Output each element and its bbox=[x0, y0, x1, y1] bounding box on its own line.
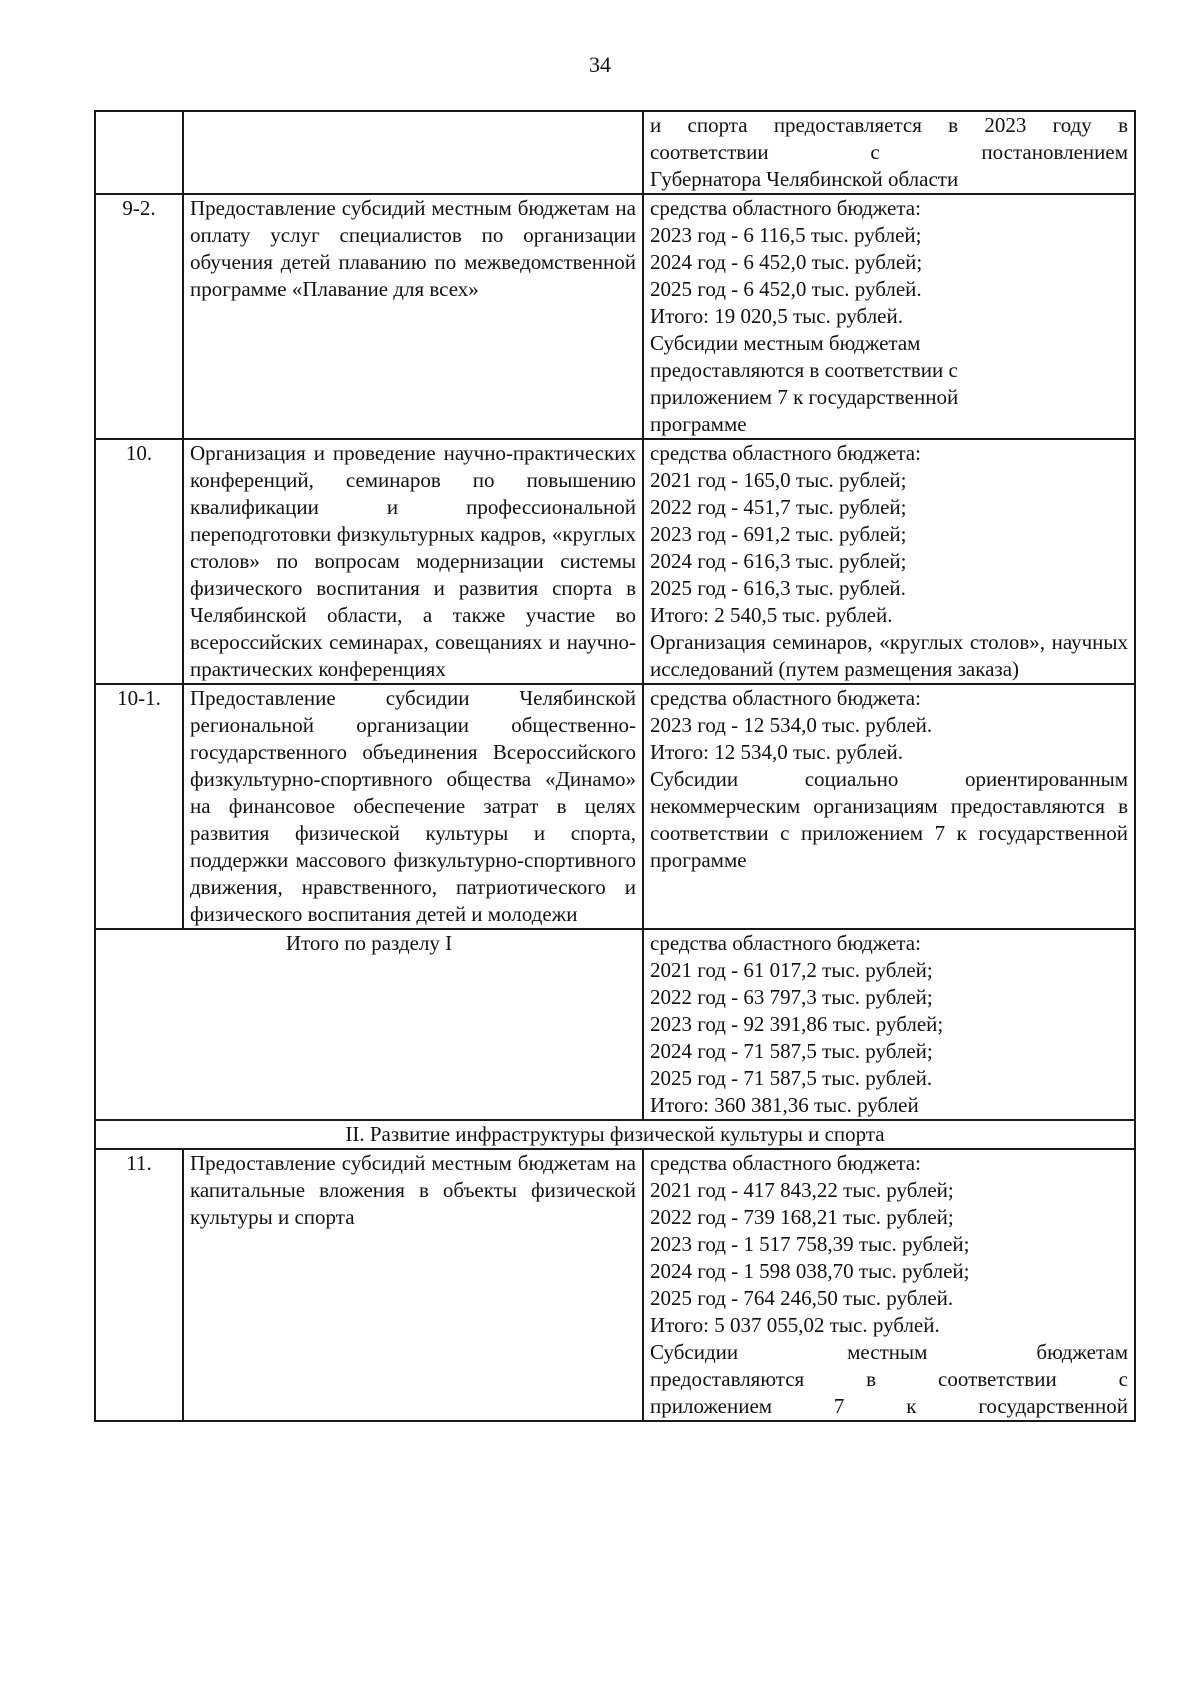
program-activities-table bbox=[94, 110, 1136, 1422]
fund-line: Итого: 2 540,5 тыс. рублей. bbox=[650, 603, 893, 627]
row-description bbox=[183, 111, 643, 194]
table-row bbox=[95, 194, 1135, 439]
row-number bbox=[95, 111, 183, 194]
table-row bbox=[95, 1149, 1135, 1421]
fund-line: 2022 год - 451,7 тыс. рублей; bbox=[650, 495, 907, 519]
row-number: 11. bbox=[95, 1149, 183, 1421]
fund-line: 2021 год - 61 017,2 тыс. рублей; bbox=[650, 958, 933, 982]
fund-line: предоставляются в соответствии с bbox=[650, 1367, 1128, 1391]
fund-line: 2022 год - 63 797,3 тыс. рублей; bbox=[650, 985, 933, 1009]
row-number: 9-2. bbox=[95, 194, 183, 439]
fund-line: 2024 год - 71 587,5 тыс. рублей; bbox=[650, 1039, 933, 1063]
fund-line: 2025 год - 71 587,5 тыс. рублей. bbox=[650, 1066, 933, 1090]
fund-line: Субсидии местным бюджетам bbox=[650, 331, 921, 355]
fund-line: 2025 год - 616,3 тыс. рублей. bbox=[650, 576, 906, 600]
fund-line: приложением 7 к государственной bbox=[650, 385, 959, 409]
fund-line: 2023 год - 691,2 тыс. рублей; bbox=[650, 522, 907, 546]
fund-line: Губернатора Челябинской области bbox=[650, 167, 959, 191]
fund-line: соответствии с постановлением bbox=[650, 140, 1128, 164]
fund-line: Итого: 19 020,5 тыс. рублей. bbox=[650, 304, 903, 328]
fund-line: 2021 год - 417 843,22 тыс. рублей; bbox=[650, 1178, 954, 1202]
row-funding bbox=[643, 1149, 1135, 1421]
fund-line: 2023 год - 92 391,86 тыс. рублей; bbox=[650, 1012, 944, 1036]
fund-line: приложением 7 к государственной bbox=[650, 1394, 1128, 1418]
fund-line: 2021 год - 165,0 тыс. рублей; bbox=[650, 468, 907, 492]
row-description: Организация и проведение научно-практических конференций, семинаров по повышению квалификации и профессиональной переподготовки физкультурных кадров, «круглых столов» по вопросам модернизации системы физического воспитания и развития спорта в Челябинской области, а также участие во всероссийских семинарах, совещаниях и научно-практических конференциях bbox=[183, 439, 643, 684]
fund-line: 2023 год - 12 534,0 тыс. рублей. bbox=[650, 713, 933, 737]
row-description: Предоставление субсидии Челябинской региональной организации общественно-государственного объединения Всероссийского физкультурно-спортивного общества «Динамо» на финансовое обеспечение затрат в целях развития физической культуры и спорта, поддержки массового физкультурно-спортивного движения, нравственного, патриотического и физического воспитания детей и молодежи bbox=[183, 684, 643, 929]
page-number: 34 bbox=[589, 52, 611, 77]
row-funding bbox=[643, 684, 1135, 929]
fund-note: Организация семинаров, «круглых столов», научных исследований (путем размещения заказа) bbox=[650, 630, 1128, 681]
section-title: II. Развитие инфраструктуры физической культуры и спорта bbox=[95, 1120, 1135, 1149]
row-funding bbox=[643, 111, 1135, 194]
table-row bbox=[95, 684, 1135, 929]
fund-line: средства областного бюджета: bbox=[650, 196, 921, 220]
fund-line: 2025 год - 764 246,50 тыс. рублей. bbox=[650, 1286, 954, 1310]
fund-line: предоставляются в соответствии с bbox=[650, 358, 958, 382]
row-description: Предоставление субсидий местным бюджетам на оплату услуг специалистов по организации обучения детей плаванию по межведомственной программе «Плавание для всех» bbox=[183, 194, 643, 439]
fund-line: Итого: 5 037 055,02 тыс. рублей. bbox=[650, 1313, 940, 1337]
subtotal-funding bbox=[643, 929, 1135, 1120]
fund-line: средства областного бюджета: bbox=[650, 686, 921, 710]
fund-line: 2023 год - 6 116,5 тыс. рублей; bbox=[650, 223, 922, 247]
fund-line: 2023 год - 1 517 758,39 тыс. рублей; bbox=[650, 1232, 970, 1256]
table-row bbox=[95, 111, 1135, 194]
fund-line: 2024 год - 1 598 038,70 тыс. рублей; bbox=[650, 1259, 970, 1283]
fund-line: средства областного бюджета: bbox=[650, 1151, 921, 1175]
fund-line: средства областного бюджета: bbox=[650, 441, 921, 465]
row-funding bbox=[643, 439, 1135, 684]
fund-line: Субсидии местным бюджетам bbox=[650, 1340, 1128, 1364]
fund-line: программе bbox=[650, 412, 747, 436]
fund-line: средства областного бюджета: bbox=[650, 931, 921, 955]
row-description: Предоставление субсидий местным бюджетам на капитальные вложения в объекты физической культуры и спорта bbox=[183, 1149, 643, 1421]
fund-note: Субсидии социально ориентированным некоммерческим организациям предоставляются в соответствии с приложением 7 к государственной программе bbox=[650, 767, 1128, 872]
fund-line: и спорта предоставляется в 2023 году в bbox=[650, 113, 1128, 137]
fund-line: Итого: 12 534,0 тыс. рублей. bbox=[650, 740, 903, 764]
fund-line: 2025 год - 6 452,0 тыс. рублей. bbox=[650, 277, 922, 301]
section-header-row bbox=[95, 1120, 1135, 1149]
row-number: 10. bbox=[95, 439, 183, 684]
fund-line: 2022 год - 739 168,21 тыс. рублей; bbox=[650, 1205, 954, 1229]
fund-line: Итого: 360 381,36 тыс. рублей bbox=[650, 1093, 919, 1117]
table-row bbox=[95, 439, 1135, 684]
row-funding bbox=[643, 194, 1135, 439]
subtotal-row bbox=[95, 929, 1135, 1120]
row-number: 10-1. bbox=[95, 684, 183, 929]
fund-line: 2024 год - 6 452,0 тыс. рублей; bbox=[650, 250, 923, 274]
subtotal-label: Итого по разделу I bbox=[95, 929, 643, 1120]
fund-line: 2024 год - 616,3 тыс. рублей; bbox=[650, 549, 907, 573]
